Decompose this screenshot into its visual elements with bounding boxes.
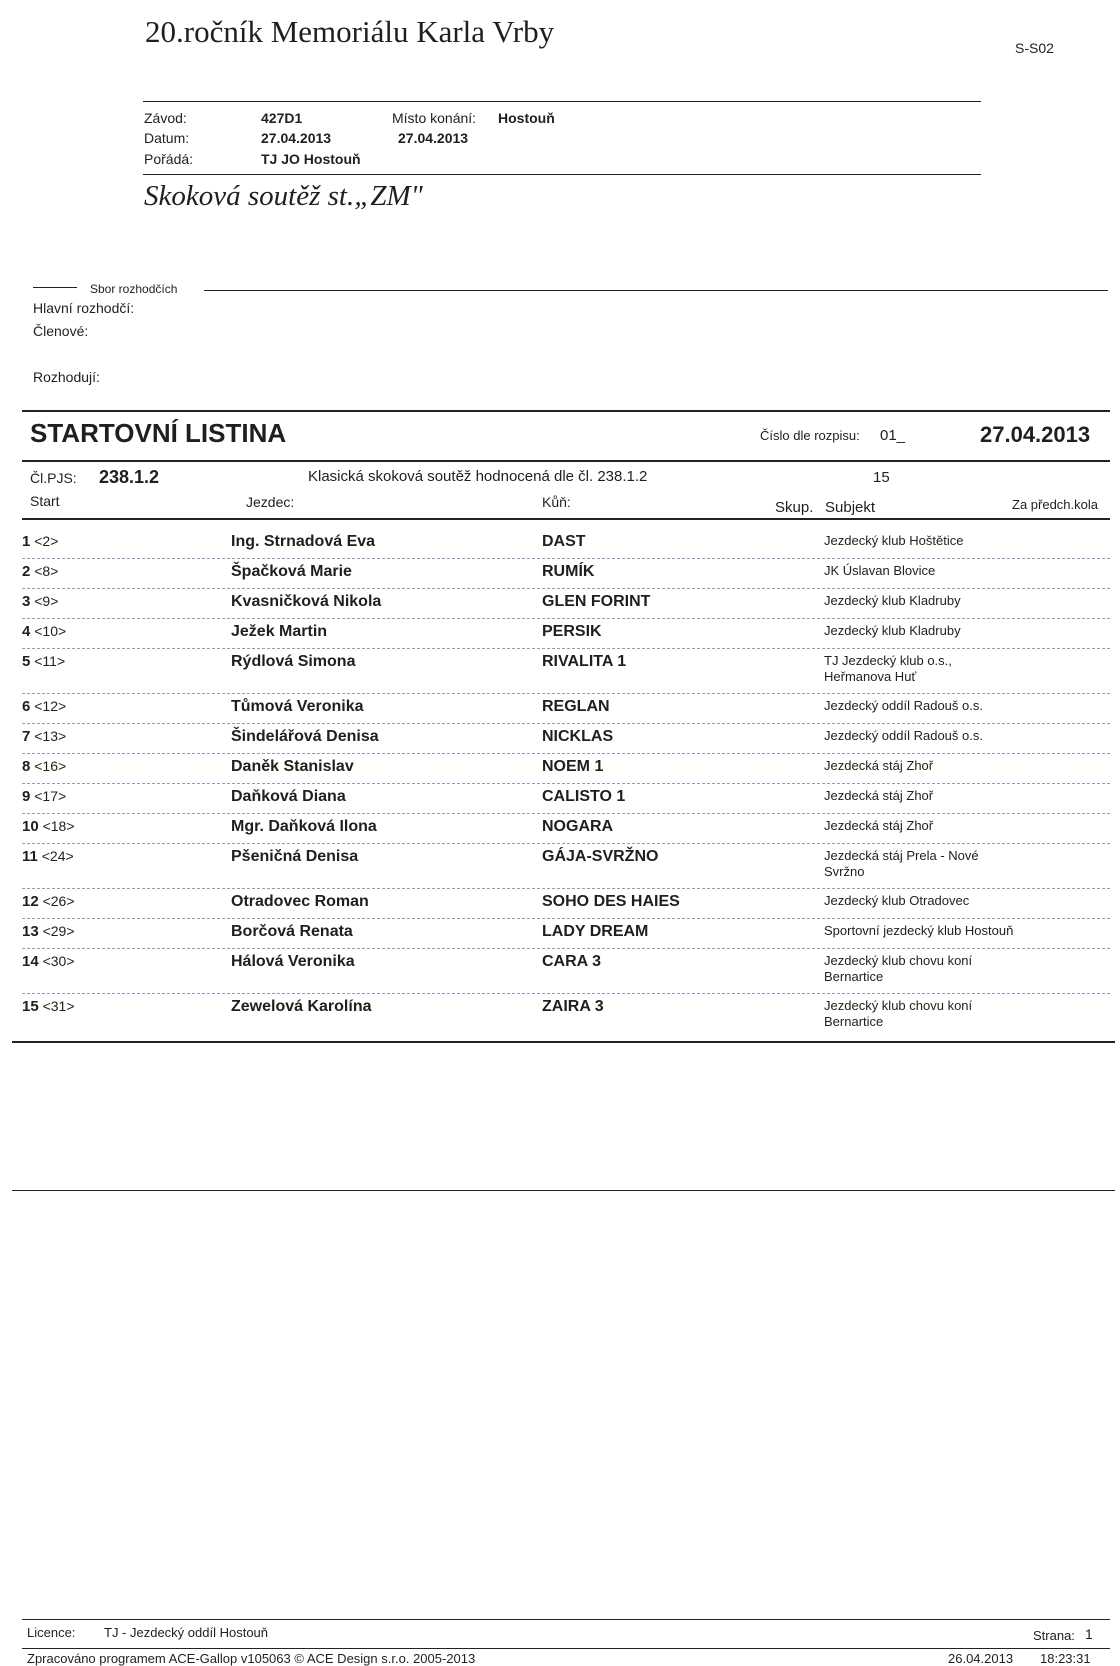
start-number: 9	[22, 788, 31, 805]
row-divider	[22, 753, 1110, 754]
subject-name: Jezdecký klub Kladruby	[824, 623, 961, 638]
start-number: 5	[22, 653, 31, 670]
entry-id: <11>	[34, 653, 66, 669]
rider-name: Ježek Martin	[231, 623, 328, 640]
row-divider	[22, 888, 1110, 889]
horse-name: LADY DREAM	[542, 923, 649, 940]
entry-id: <13>	[34, 728, 67, 744]
horse-name: ZAIRA 3	[542, 998, 604, 1015]
rider-name: Otradovec Roman	[231, 893, 369, 910]
horse-name: RUMÍK	[542, 563, 595, 580]
entry-id: <24>	[41, 848, 74, 864]
start-number: 15	[22, 998, 39, 1015]
subject-name: Jezdecká stáj Zhoř	[824, 818, 934, 833]
col-horse: Kůň:	[542, 494, 571, 510]
cislo-label: Číslo dle rozpisu:	[760, 428, 860, 443]
listina-rule-top	[22, 410, 1110, 412]
start-number: 1	[22, 533, 31, 550]
competition-description: Klasická skoková soutěž hodnocená dle čl. 238.1.2	[308, 468, 648, 485]
start-number: 11	[22, 848, 38, 865]
program-credit: Zpracováno programem ACE-Gallop v105063 © ACE Design s.r.o. 2005-2013	[27, 1651, 476, 1666]
horse-name: GÁJA-SVRŽNO	[542, 848, 659, 865]
row-divider	[22, 813, 1110, 814]
entry-id: <29>	[42, 923, 75, 939]
start-number: 6	[22, 698, 31, 715]
horse-name: NOEM 1	[542, 758, 604, 775]
subject-name: Jezdecká stáj Zhoř	[824, 758, 934, 773]
subject-name: TJ Jezdecký klub o.s., Heřmanova Huť	[824, 653, 952, 684]
entry-id: <2>	[34, 533, 59, 549]
table-bottom-rule	[12, 1041, 1115, 1043]
rider-name: Tůmová Veronika	[231, 698, 364, 715]
zavod-value: 427D1	[261, 110, 303, 126]
subject-name: Jezdecká stáj Prela - Nové Svržno	[824, 848, 979, 879]
subject-name: Jezdecký oddíl Radouš o.s.	[824, 728, 983, 743]
listina-date: 27.04.2013	[980, 422, 1091, 447]
rider-name: Ing. Strnadová Eva	[231, 533, 376, 550]
horse-name: NOGARA	[542, 818, 614, 835]
rider-name: Šindelářová Denisa	[231, 728, 379, 745]
print-date: 26.04.2013	[948, 1651, 1014, 1666]
header-rule-bottom	[143, 174, 981, 175]
licence-value: TJ - Jezdecký oddíl Hostouň	[104, 1625, 269, 1640]
cislo-value: 01_	[880, 427, 906, 444]
licence-label: Licence:	[27, 1625, 76, 1640]
subject-name: Jezdecký klub chovu koní Bernartice	[824, 953, 973, 984]
subject-name: Jezdecký klub Hoštětice	[824, 533, 964, 548]
horse-name: NICKLAS	[542, 728, 614, 745]
members-label: Členové:	[33, 323, 89, 339]
footer-rule-top	[22, 1619, 1110, 1620]
zavod-label: Závod:	[144, 110, 187, 126]
rider-name: Daňková Diana	[231, 788, 346, 805]
participant-count: 15	[873, 469, 890, 486]
entry-id: <18>	[42, 818, 75, 834]
start-number: 3	[22, 593, 31, 610]
judges-rule-right	[204, 290, 1108, 291]
header-rule-top	[143, 101, 981, 102]
start-number: 2	[22, 563, 31, 580]
entry-id: <17>	[34, 788, 67, 804]
print-time: 18:23:31	[1040, 1651, 1091, 1666]
pjs-label: Čl.PJS:	[30, 470, 77, 486]
start-number: 13	[22, 923, 39, 940]
subject-name: Jezdecký oddíl Radouš o.s.	[824, 698, 983, 713]
decide-label: Rozhodují:	[33, 369, 100, 385]
porada-value: TJ JO Hostouň	[261, 151, 361, 167]
subject-name: Jezdecká stáj Zhoř	[824, 788, 934, 803]
entry-id: <30>	[42, 953, 75, 969]
col-prev-round: Za předch.kola	[1012, 497, 1098, 512]
competition-name: Skoková soutěž st.„ZM"	[144, 180, 423, 212]
entry-id: <26>	[42, 893, 75, 909]
rider-name: Borčová Renata	[231, 923, 353, 940]
row-divider	[22, 843, 1110, 844]
col-subject: Subjekt	[825, 499, 876, 516]
horse-name: SOHO DES HAIES	[542, 893, 680, 910]
subject-name: Jezdecký klub Kladruby	[824, 593, 961, 608]
entry-id: <12>	[34, 698, 67, 714]
row-divider	[22, 618, 1110, 619]
rider-name: Mgr. Daňková Ilona	[231, 818, 377, 835]
start-number: 14	[22, 953, 39, 970]
page-label: Strana:	[1033, 1628, 1075, 1643]
rider-name: Špačková Marie	[231, 563, 352, 580]
listina-rule-bottom	[22, 460, 1110, 462]
horse-name: GLEN FORINT	[542, 593, 651, 610]
rider-name: Rýdlová Simona	[231, 653, 356, 670]
subject-name: Sportovní jezdecký klub Hostouň	[824, 923, 1014, 938]
start-number: 10	[22, 818, 39, 835]
form-code: S-S02	[1015, 40, 1054, 56]
horse-name: PERSIK	[542, 623, 602, 640]
horse-name: DAST	[542, 533, 586, 550]
row-divider	[22, 648, 1110, 649]
entry-id: <31>	[42, 998, 75, 1014]
listina-title: STARTOVNÍ LISTINA	[30, 418, 287, 448]
row-divider	[22, 918, 1110, 919]
page-number: 1	[1085, 1626, 1093, 1642]
horse-name: CARA 3	[542, 953, 601, 970]
porada-label: Pořádá:	[144, 151, 194, 167]
footer-rule-bottom	[22, 1648, 1110, 1649]
row-divider	[22, 693, 1110, 694]
entry-id: <10>	[34, 623, 67, 639]
judges-section-label: Sbor rozhodčích	[90, 282, 178, 296]
pjs-value: 238.1.2	[99, 467, 160, 487]
entry-id: <8>	[34, 563, 59, 579]
datum-from: 27.04.2013	[261, 130, 332, 146]
start-number: 8	[22, 758, 31, 775]
entry-id: <16>	[34, 758, 67, 774]
start-number: 7	[22, 728, 31, 745]
subject-name: JK Úslavan Blovice	[824, 563, 936, 578]
col-group: Skup.	[775, 499, 814, 516]
col-start: Start	[30, 493, 60, 509]
subject-name: Jezdecký klub Otradovec	[824, 893, 970, 908]
horse-name: CALISTO 1	[542, 788, 626, 805]
table-header-rule	[22, 518, 1110, 520]
datum-to: 27.04.2013	[398, 130, 469, 146]
subject-name: Jezdecký klub chovu koní Bernartice	[824, 998, 973, 1029]
judges-rule-left	[33, 287, 77, 288]
row-divider	[22, 993, 1110, 994]
row-divider	[22, 723, 1110, 724]
row-divider	[22, 783, 1110, 784]
rider-name: Zewelová Karolína	[231, 998, 372, 1015]
row-divider	[22, 588, 1110, 589]
horse-name: REGLAN	[542, 698, 610, 715]
row-divider	[22, 558, 1110, 559]
horse-name: RIVALITA 1	[542, 653, 627, 670]
page-separator-rule	[12, 1190, 1115, 1191]
row-divider	[22, 948, 1110, 949]
start-number: 12	[22, 893, 39, 910]
main-judge-label: Hlavní rozhodčí:	[33, 300, 135, 316]
misto-label: Místo konání:	[392, 110, 477, 126]
misto-value: Hostouň	[498, 110, 555, 126]
rider-name: Kvasničková Nikola	[231, 593, 382, 610]
rider-name: Hálová Veronika	[231, 953, 355, 970]
rider-name: Pšeničná Denisa	[231, 848, 359, 865]
rider-name: Daněk Stanislav	[231, 758, 354, 775]
entry-id: <9>	[34, 593, 59, 609]
event-title: 20.ročník Memoriálu Karla Vrby	[145, 14, 555, 49]
col-rider: Jezdec:	[246, 494, 295, 510]
datum-label: Datum:	[144, 130, 190, 146]
start-number: 4	[22, 623, 31, 640]
